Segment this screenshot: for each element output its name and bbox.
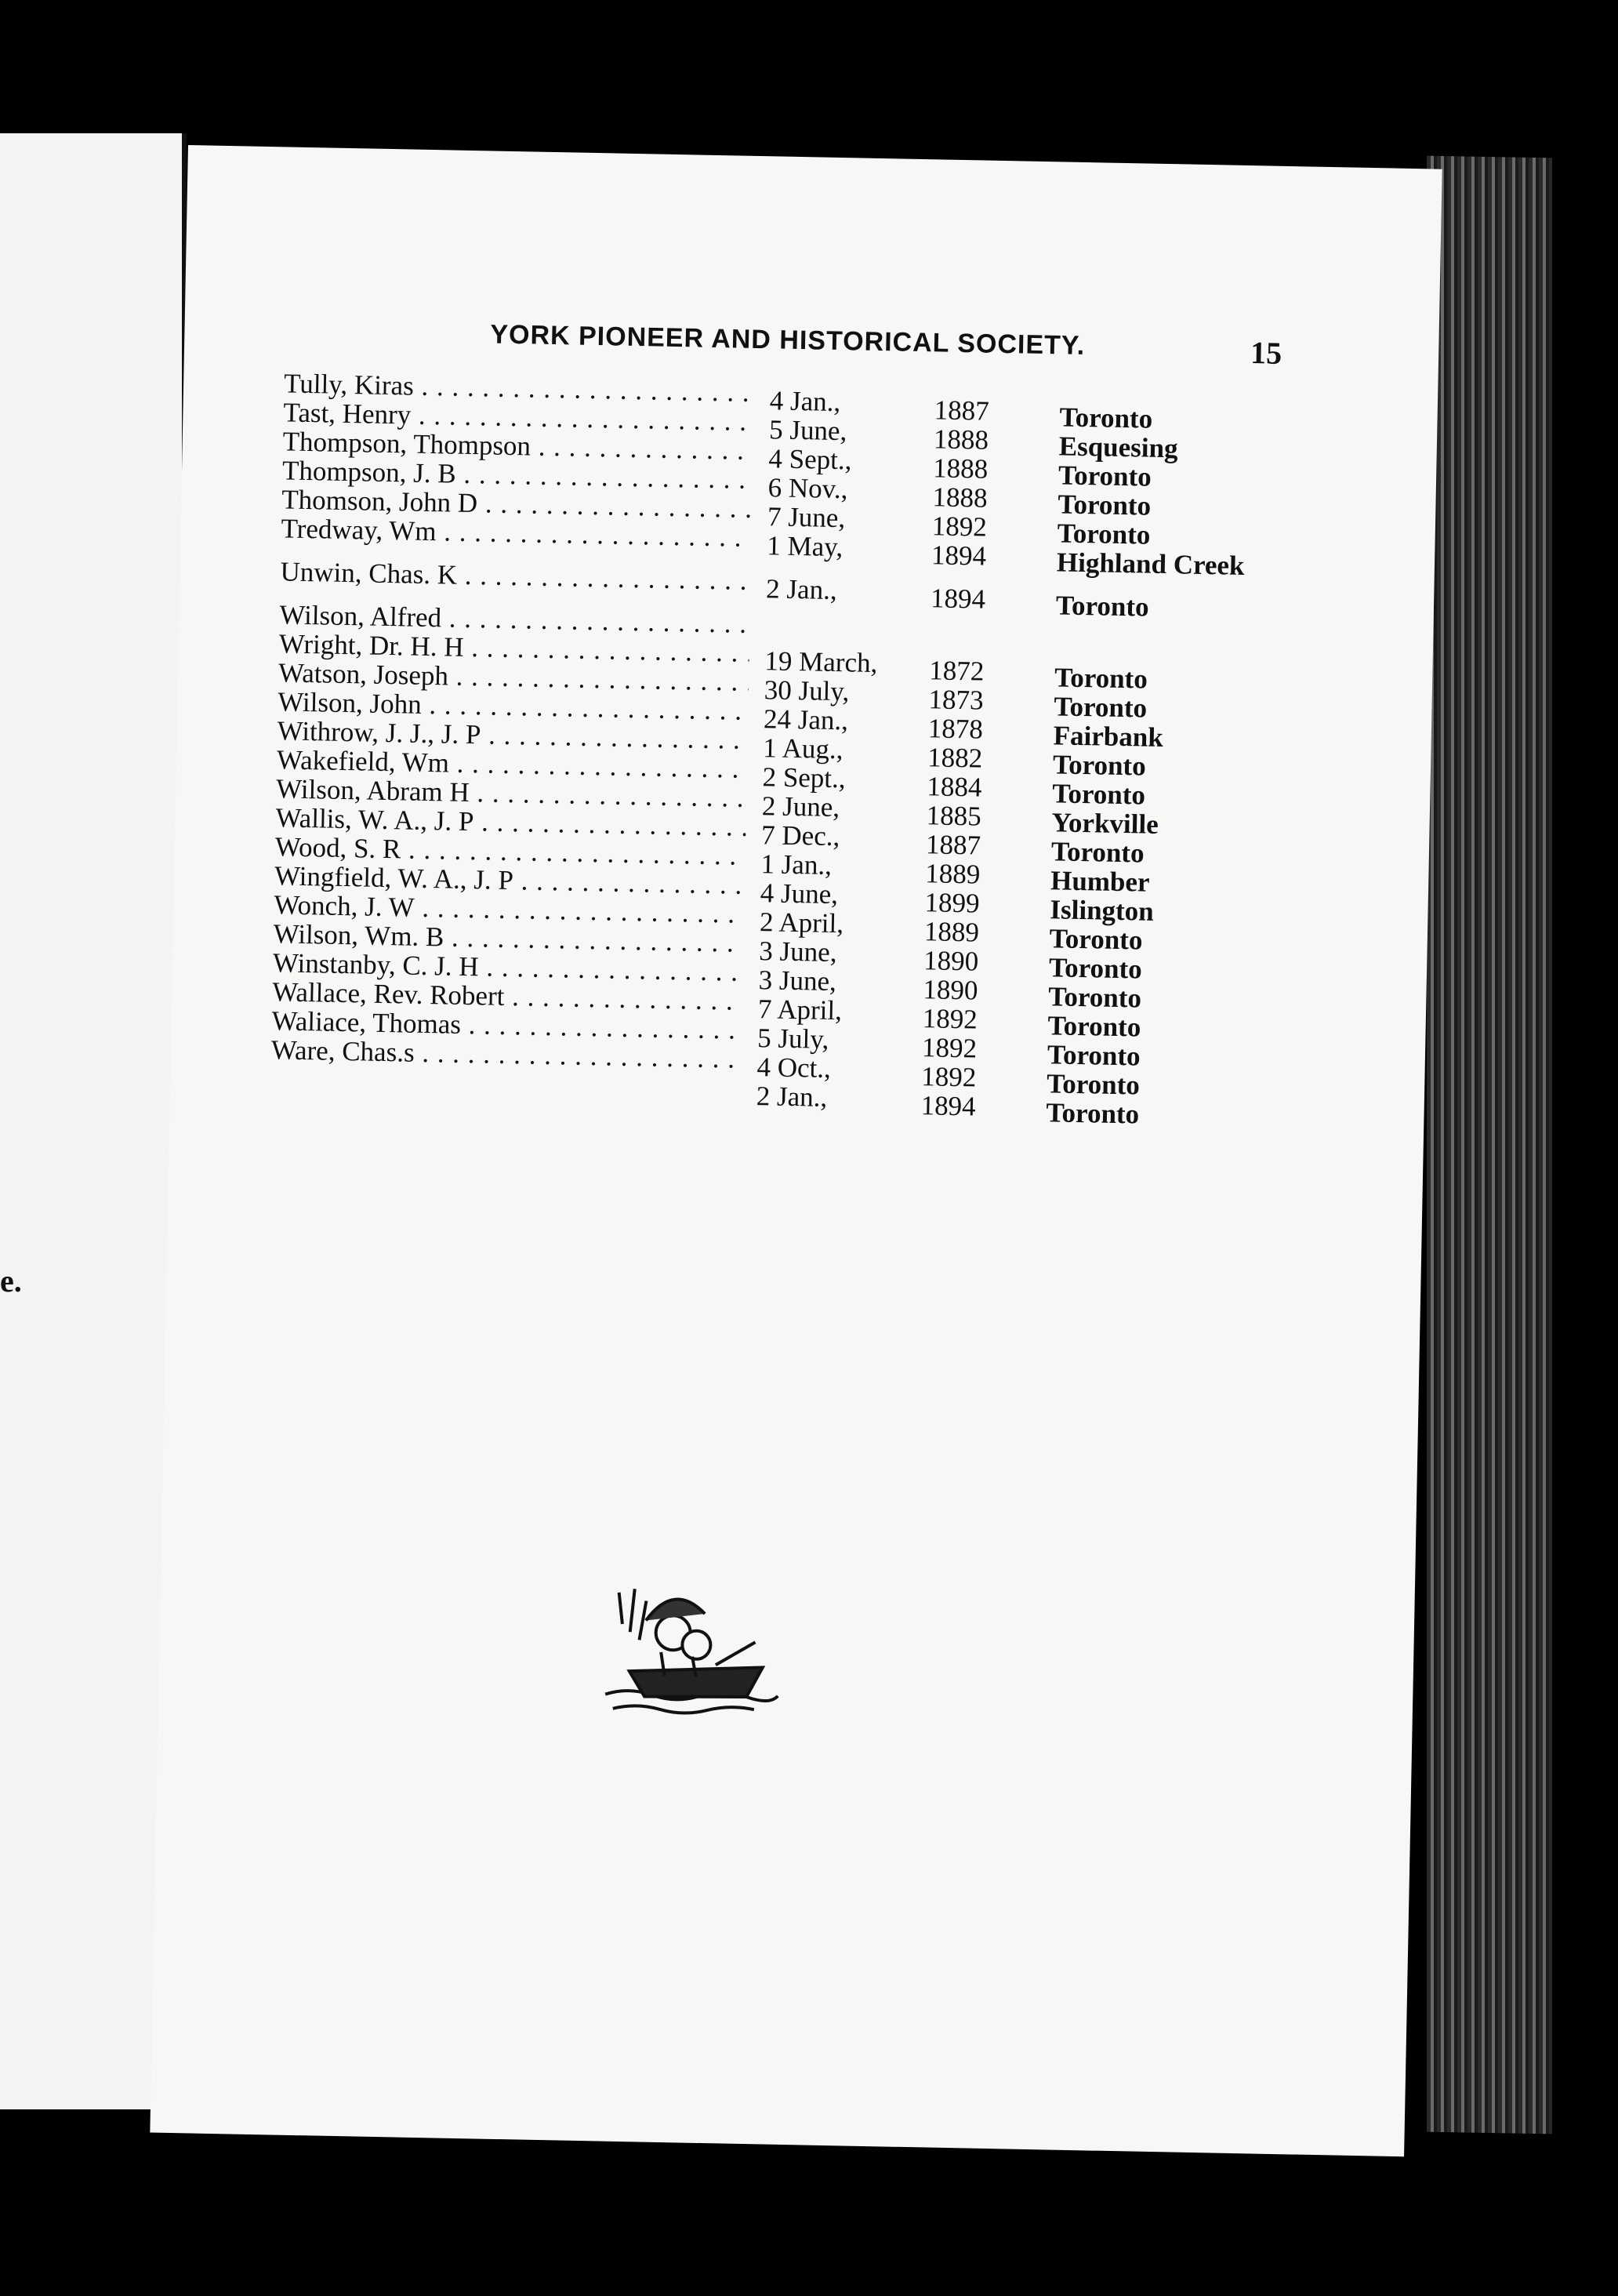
member-year: 1888 (933, 423, 989, 456)
member-place: Toronto (1047, 981, 1142, 1014)
member-year: 1889 (923, 916, 980, 948)
member-date: 7 June, (767, 501, 846, 534)
member-place: Toronto (1047, 1010, 1141, 1043)
member-place: Esquesing (1058, 430, 1178, 464)
member-year: 1873 (928, 684, 984, 716)
member-year: 1894 (930, 583, 986, 615)
member-year: 1872 (928, 655, 985, 687)
member-year: 1892 (922, 1003, 978, 1035)
member-year: 1885 (926, 800, 982, 832)
book-page-edges (1427, 156, 1552, 2134)
member-date: 4 June, (760, 877, 839, 910)
member-year: 1878 (927, 713, 984, 745)
member-place: Toronto (1046, 1068, 1141, 1101)
member-date: 19 March, (764, 645, 878, 678)
member-name: Wallace, Rev. Robert . . . (272, 976, 743, 1017)
book-page (150, 145, 1442, 2156)
member-year: 1888 (932, 452, 989, 485)
member-place: Yorkville (1051, 807, 1159, 840)
member-place: Toronto (1046, 1097, 1140, 1130)
member-name: Thompson, Thompson . . . (282, 426, 753, 467)
member-name: Withrow, J. J., J. P . . . (277, 715, 748, 756)
member-date: 3 June, (758, 965, 837, 997)
member-date: 7 Dec., (760, 819, 840, 852)
member-year: 1888 (932, 481, 988, 514)
member-year: 1892 (931, 510, 988, 543)
member-year: 1884 (927, 771, 982, 803)
member-name: Unwin, Chas. K . . . (280, 556, 751, 597)
member-name: Ware, Chas.s . . . (270, 1034, 742, 1075)
member-name: Wakefield, Wm . . . (277, 744, 748, 785)
member-place: Fairbank (1053, 720, 1164, 754)
member-date: 4 Sept., (768, 443, 852, 476)
member-place: Toronto (1058, 489, 1152, 521)
member-place: Toronto (1049, 923, 1143, 956)
running-header: YORK PIONEER AND HISTORICAL SOCIETY. (490, 319, 1086, 361)
member-date: 24 Jan., (763, 703, 849, 736)
member-name: Tredway, Wm . . . (281, 513, 752, 554)
member-place: Toronto (1059, 401, 1153, 434)
member-date: 2 Jan., (756, 1081, 828, 1113)
member-year: 1887 (934, 394, 990, 427)
member-name: Tast, Henry . . . (283, 397, 754, 438)
member-date: 5 July, (756, 1023, 829, 1055)
member-date: 4 Oct., (756, 1052, 832, 1084)
left-page-fragment: e. (0, 1263, 22, 1299)
member-year: 1894 (931, 539, 987, 572)
member-year: 1899 (924, 887, 980, 919)
member-year: 1889 (924, 858, 981, 890)
member-date: 6 Nov., (767, 472, 848, 505)
member-date: 30 July, (764, 674, 850, 707)
member-name: Waliace, Thomas . . . (271, 1005, 742, 1046)
member-name: Wallis, W. A., J. P . . . (275, 802, 746, 843)
member-date: 4 Jan., (769, 385, 841, 418)
boat-with-children-vignette-icon (597, 1576, 788, 1729)
member-place: Humber (1050, 865, 1150, 898)
member-date: 3 June, (759, 935, 837, 968)
member-date: 2 Jan., (765, 573, 838, 605)
member-place: Toronto (1055, 590, 1149, 623)
member-place: Toronto (1048, 952, 1143, 985)
member-name: Wonch, J. W . . . (274, 889, 745, 930)
member-place: Toronto (1051, 778, 1146, 811)
member-date: 2 Sept., (762, 761, 847, 794)
member-year: 1892 (921, 1032, 978, 1064)
member-place: Toronto (1058, 460, 1152, 492)
member-place: Toronto (1052, 749, 1147, 782)
member-name: Wingfield, W. A., J. P . . . (274, 860, 746, 901)
member-place: Islington (1050, 894, 1155, 927)
member-year: 1894 (920, 1090, 977, 1122)
member-name: Wilson, Alfred . . . (279, 599, 750, 640)
member-year: 1892 (920, 1061, 977, 1093)
member-date: 2 June, (761, 790, 840, 823)
member-place: Toronto (1054, 662, 1148, 695)
member-date: 5 June, (768, 414, 847, 447)
member-place: Toronto (1057, 518, 1151, 550)
member-place: Toronto (1054, 691, 1148, 724)
member-date: 1 Aug., (763, 732, 843, 765)
member-date: 7 April, (757, 994, 843, 1026)
member-name: Watson, Joseph . . . (278, 657, 749, 698)
member-name: Thompson, J. B . . . (282, 455, 753, 496)
member-place: Toronto (1050, 836, 1145, 869)
member-name: Thomson, John D . . . (281, 484, 753, 525)
member-name: Wood, S. R . . . (274, 831, 746, 872)
member-year: 1890 (923, 974, 978, 1006)
member-name: Wright, Dr. H. H . . . (278, 628, 749, 669)
member-place: Toronto (1047, 1039, 1141, 1072)
page-number: 15 (1250, 335, 1282, 371)
member-name: Wilson, Abram H . . . (276, 773, 747, 814)
member-year: 1890 (923, 945, 979, 977)
member-place: Highland Creek (1056, 547, 1245, 581)
member-list (270, 368, 1303, 1130)
member-name: Wilson, Wm. B . . . (273, 918, 744, 959)
member-date: 1 May, (766, 530, 843, 563)
member-name: Tully, Kiras . . . (284, 368, 755, 409)
member-year: 1887 (925, 829, 981, 861)
member-date: 1 Jan., (760, 848, 833, 881)
member-name: Winstanby, C. J. H . . . (273, 947, 744, 988)
member-date: 2 April, (759, 906, 844, 939)
member-year: 1882 (927, 742, 983, 774)
member-name: Wilson, John . . . (278, 686, 749, 727)
